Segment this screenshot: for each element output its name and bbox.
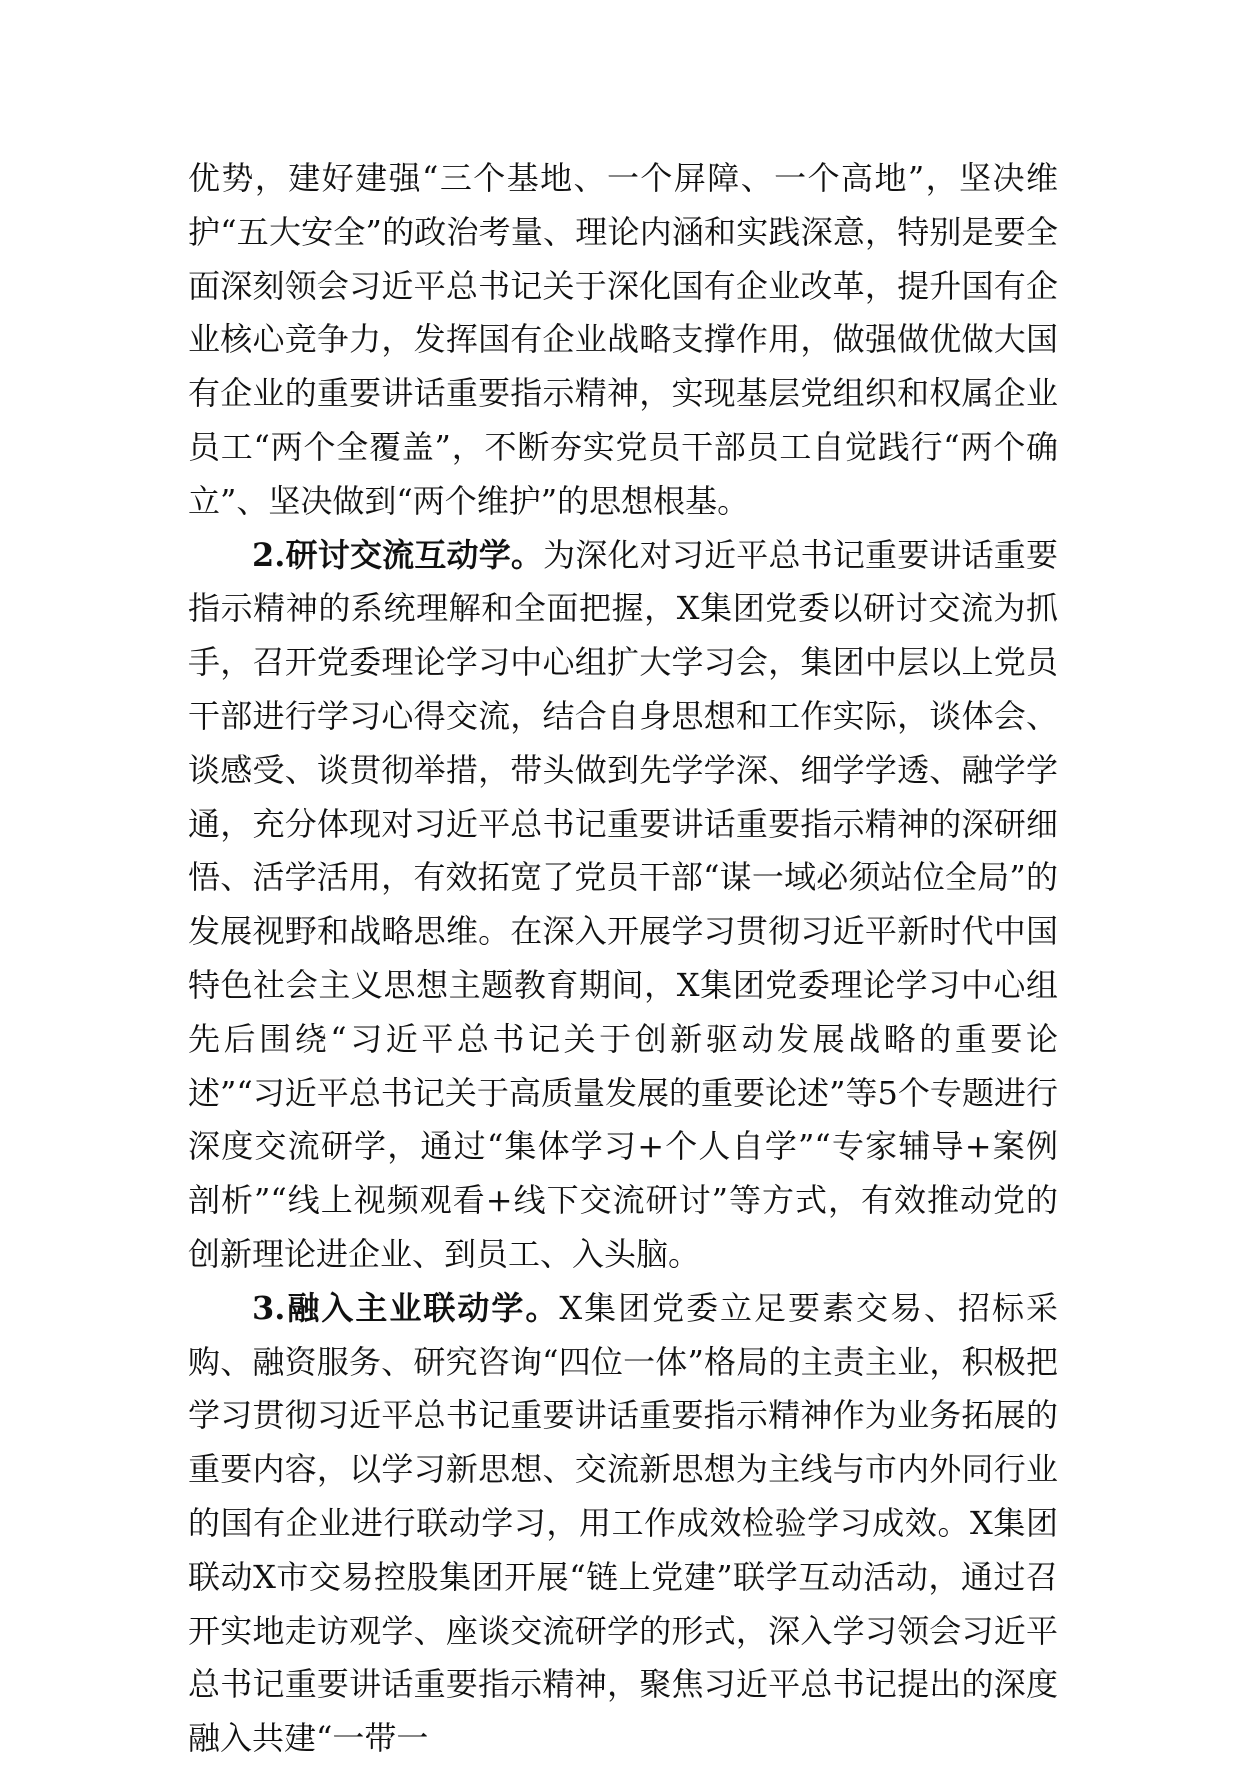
section-heading: 3.融入主业联动学。	[252, 1288, 560, 1327]
paragraph-text: X集团党委立足要素交易、招标采购、融资服务、研究咨询“四位一体”格局的主责主业，积极把学习贯彻习近平总书记重要讲话重要指示精神作为业务拓展的重要内容，以学习新思想、交流新思想为主线与市内外同行业的国有企业进行联动学习，用工作成效检验学习成效。X集团联动X市交易控股集团开展“链上党建”联学互动活动，通过召开实地走访观学、座谈交流研学的形式，深入学习领会习近平总书记重要讲话重要指示精神，聚焦习近平总书记提出的深度融入共建“一带一	[188, 1288, 1058, 1758]
paragraph-section-2	[188, 529, 1058, 1282]
paragraph-section-3	[188, 1282, 1058, 1766]
paragraph-continuation	[188, 152, 1058, 529]
paragraph-text: 优势，建好建强“三个基地、一个屏障、一个高地”，坚决维护“五大安全”的政治考量、理论内涵和实践深意，特别是要全面深刻领会习近平总书记关于深化国有企业改革，提升国有企业核心竞争力，发挥国有企业战略支撑作用，做强做优做大国有企业的重要讲话重要指示精神，实现基层党组织和权属企业员工“两个全覆盖”，不断夯实党员干部员工自觉践行“两个确立”、坚决做到“两个维护”的思想根基。	[188, 159, 1058, 520]
document-body	[188, 152, 1058, 1766]
paragraph-text: 为深化对习近平总书记重要讲话重要指示精神的系统理解和全面把握，X集团党委以研讨交流为抓手，召开党委理论学习中心组扩大学习会，集团中层以上党员干部进行学习心得交流，结合自身思想和工作实际，谈体会、谈感受、谈贯彻举措，带头做到先学学深、细学学透、融学学通，充分体现对习近平总书记重要讲话重要指示精神的深研细悟、活学活用，有效拓宽了党员干部“谋一域必须站位全局”的发展视野和战略思维。在深入开展学习贯彻习近平新时代中国特色社会主义思想主题教育期间，X集团党委理论学习中心组先后围绕“习近平总书记关于创新驱动发展战略的重要论述”“习近平总书记关于高质量发展的重要论述”等5个专题进行深度交流研学，通过“集体学习+个人自学”“专家辅导+案例剖析”“线上视频观看+线下交流研讨”等方式，有效推动党的创新理论进企业、到员工、入头脑。	[188, 535, 1058, 1273]
section-heading: 2.研讨交流互动学。	[252, 535, 544, 574]
